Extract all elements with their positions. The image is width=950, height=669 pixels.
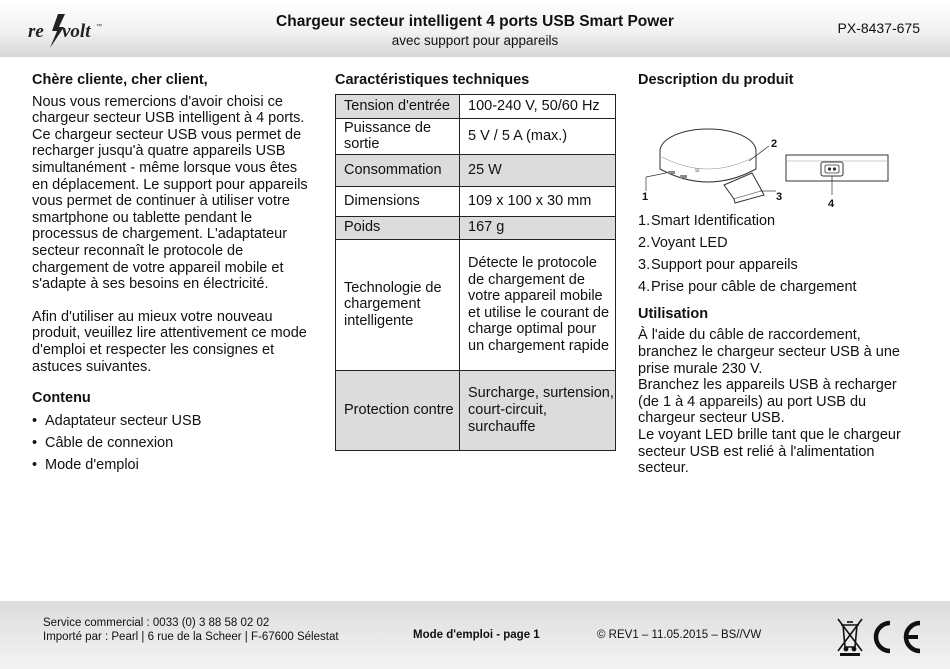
svg-text:™: ™	[96, 24, 102, 30]
page-footer	[0, 601, 950, 669]
instructions-paragraph: Afin d'utiliser au mieux votre nouveau produit, veuillez lire attentivement ce mode d'emploi et respecter les consignes et astuces suivantes.	[32, 308, 307, 375]
table-row	[336, 239, 616, 370]
product-illustration	[638, 99, 898, 209]
table-row	[336, 370, 616, 450]
specs-table	[335, 94, 616, 451]
spec-value: 109 x 100 x 30 mm	[460, 186, 616, 216]
manual-page-label: Mode d'emploi - page 1	[413, 629, 540, 641]
description-column	[638, 72, 918, 477]
spec-key: Protection contre	[336, 370, 460, 450]
list-item: 3.Support pour appareils	[638, 256, 798, 273]
usage-step-3: Le voyant LED brille tant que le chargeur secteur USB est relié à l'alimentation secteur.	[638, 426, 901, 477]
list-item: 4.Prise pour câble de chargement	[638, 279, 857, 296]
spec-key: Tension d'entrée	[336, 94, 460, 118]
svg-text:volt: volt	[62, 21, 91, 42]
specs-heading: Caractéristiques techniques	[335, 72, 530, 88]
intro-paragraph: Nous vous remercions d'avoir choisi ce chargeur secteur USB intelligent à 4 ports. Ce chargeur secteur USB vous permet de recharger jusqu'à quatre appareils USB simultanément - même lorsque vous êtes en déplacement. Le support pour appareils vous permet de continuer à utiliser votre smartphone ou tablette pendant le processus de chargement. L'adaptateur secteur reconnaît le protocole de chargement de votre appareil mobile et s'adapte à ses besoins en électricité.	[32, 93, 308, 293]
spec-key: Technologie de chargement intelligente	[336, 239, 460, 370]
table-row	[336, 94, 616, 118]
usage-heading: Utilisation	[638, 305, 709, 322]
spec-value: Détecte le protocole de chargement de votre appareil mobile et utilise le courant de charge optimal pour un chargement rapide	[460, 239, 616, 370]
list-item: 2.Voyant LED	[638, 234, 728, 251]
callout-4: 4	[828, 197, 835, 209]
usage-step-1: À l'aide du câble de raccordement, branchez le chargeur secteur USB à une prise murale 230 V.	[638, 327, 900, 377]
parts-list	[638, 213, 918, 296]
importer-address: Importé par : Pearl | 6 rue de la Scheer | F-67600 Sélestat	[43, 631, 339, 643]
list-item: 1.Smart Identification	[638, 212, 776, 229]
spec-key: Puissance de sortie	[336, 118, 460, 154]
svg-text:re: re	[28, 21, 44, 42]
revision-label: © REV1 – 11.05.2015 – BS//VW	[597, 629, 762, 641]
service-phone: Service commercial : 0033 (0) 3 88 58 02 02	[43, 617, 270, 629]
weee-ce-icon	[836, 615, 926, 657]
table-row	[336, 154, 616, 186]
greeting-heading: Chère cliente, cher client,	[32, 72, 208, 88]
specs-column	[335, 72, 617, 451]
list-item: • Câble de connexion	[32, 435, 310, 452]
contents-heading: Contenu	[32, 390, 91, 407]
spec-key: Dimensions	[336, 186, 460, 216]
product-code: PX-8437-675	[837, 20, 920, 36]
contents-list	[32, 413, 310, 474]
certification-marks	[836, 615, 926, 660]
spec-key: Poids	[336, 216, 460, 239]
table-row	[336, 216, 616, 239]
charger-diagram-icon	[638, 99, 898, 209]
callout-2: 2	[771, 137, 778, 150]
spec-value: 100-240 V, 50/60 Hz	[460, 94, 616, 118]
footer-contact	[43, 616, 339, 644]
callout-3: 3	[776, 190, 783, 203]
spec-value: 25 W	[460, 154, 616, 186]
description-heading: Description du produit	[638, 72, 794, 88]
table-row	[336, 186, 616, 216]
page-subtitle: avec support pour appareils	[391, 33, 559, 48]
page-header	[0, 0, 950, 57]
spec-value: Surcharge, surtension, court-circuit, surchauffe	[460, 370, 616, 450]
callout-1: 1	[642, 190, 649, 203]
table-row	[336, 118, 616, 154]
svg-text:Si: Si	[695, 167, 700, 174]
spec-key: Consommation	[336, 154, 460, 186]
page-title: Chargeur secteur intelligent 4 ports USB Smart Power	[276, 13, 674, 30]
usage-step-2: Branchez les appareils USB à recharger (de 1 à 4 appareils) au port USB du chargeur secteur USB.	[638, 377, 897, 427]
spec-value: 167 g	[460, 216, 616, 239]
intro-column	[32, 72, 310, 480]
list-item: • Adaptateur secteur USB	[32, 413, 310, 430]
list-item: • Mode d'emploi	[32, 457, 310, 474]
spec-value: 5 V / 5 A (max.)	[460, 118, 616, 154]
